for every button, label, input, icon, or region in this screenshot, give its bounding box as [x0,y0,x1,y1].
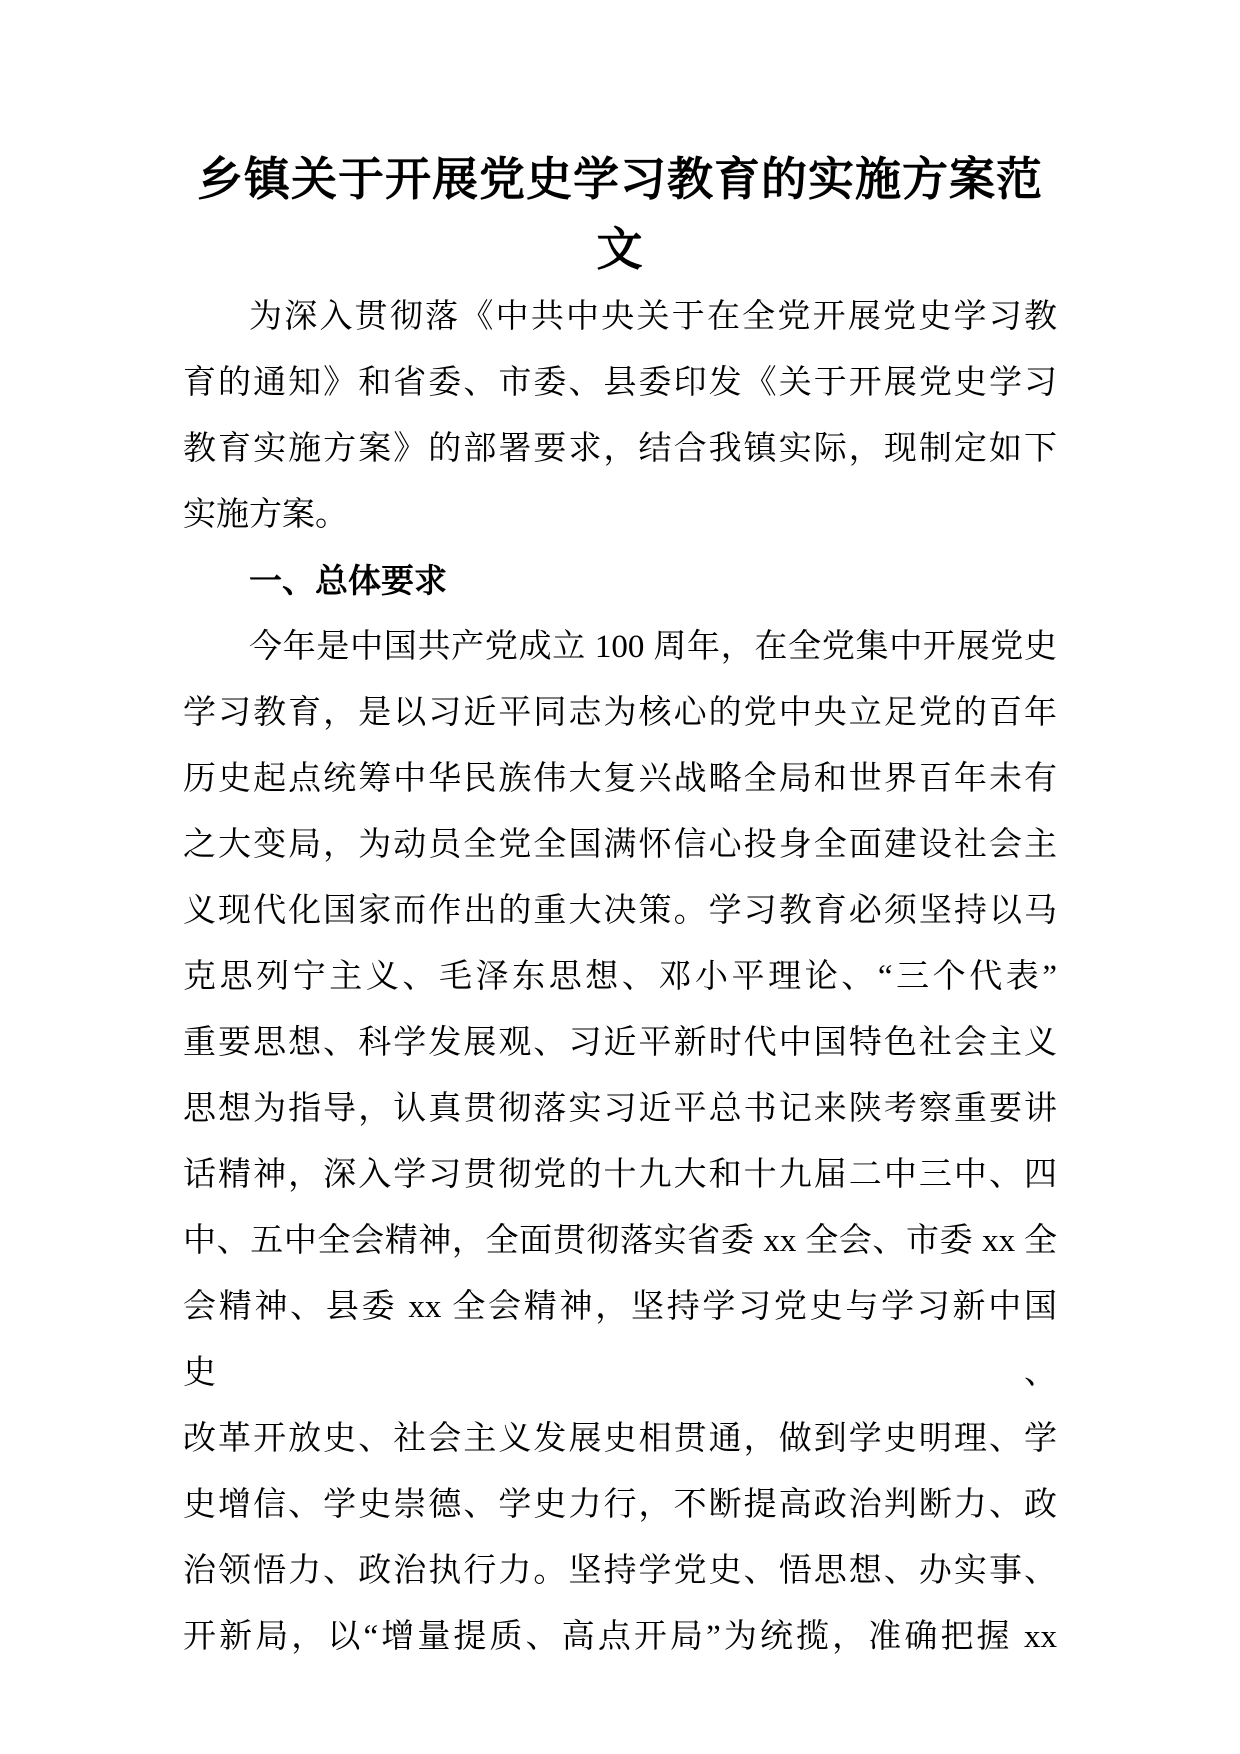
title-line-2: 文 [596,223,644,275]
text-line: 改革开放史、社会主义发展史相贯通，做到学史明理、学 [183,1421,1057,1457]
text-line: 治领悟力、政治执行力。坚持学党史、悟思想、办实事、 [183,1553,1057,1589]
text-line: 之大变局，为动员全党全国满怀信心投身全面建设社会主 [183,827,1057,863]
text-line: 克思列宁主义、毛泽东思想、邓小平理论、“三个代表” [183,959,1057,995]
text-line: 实施方案。 [183,497,348,533]
intro-paragraph [183,284,1057,548]
text-line: 思想为指导，认真贯彻落实习近平总书记来陕考察重要讲 [183,1091,1057,1127]
section-heading: 一、总体要求 [249,562,447,599]
title-line-1: 乡镇关于开展党史学习教育的实施方案范 [197,153,1043,205]
document-title [183,144,1057,284]
text-line: 历史起点统筹中华民族伟大复兴战略全局和世界百年未有 [183,761,1057,797]
text-line: 学习教育，是以习近平同志为核心的党中央立足党的百年 [183,695,1057,731]
text-line: 今年是中国共产党成立 100 周年，在全党集中开展党史 [249,629,1057,665]
text-line: 育的通知》和省委、市委、县委印发《关于开展党史学习 [183,365,1057,401]
text-line: 话精神，深入学习贯彻党的十九大和十九届二中三中、四 [183,1157,1057,1193]
text-line: 教育实施方案》的部署要求，结合我镇实际，现制定如下 [183,431,1057,467]
text-line: 会精神、县委 xx 全会精神，坚持学习党史与学习新中国史、 [183,1289,1057,1391]
text-line: 义现代化国家而作出的重大决策。学习教育必须坚持以马 [183,893,1057,929]
body-paragraph [183,614,1057,1670]
text-line: 开新局，以“增量提质、高点开局”为统揽，准确把握 xx [183,1619,1057,1655]
text-line: 中、五中全会精神，全面贯彻落实省委 xx 全会、市委 xx 全 [183,1223,1057,1259]
text-line: 重要思想、科学发展观、习近平新时代中国特色社会主义 [183,1025,1057,1061]
text-line: 为深入贯彻落《中共中央关于在全党开展党史学习教 [249,299,1057,335]
text-line: 史增信、学史崇德、学史力行，不断提高政治判断力、政 [183,1487,1057,1523]
